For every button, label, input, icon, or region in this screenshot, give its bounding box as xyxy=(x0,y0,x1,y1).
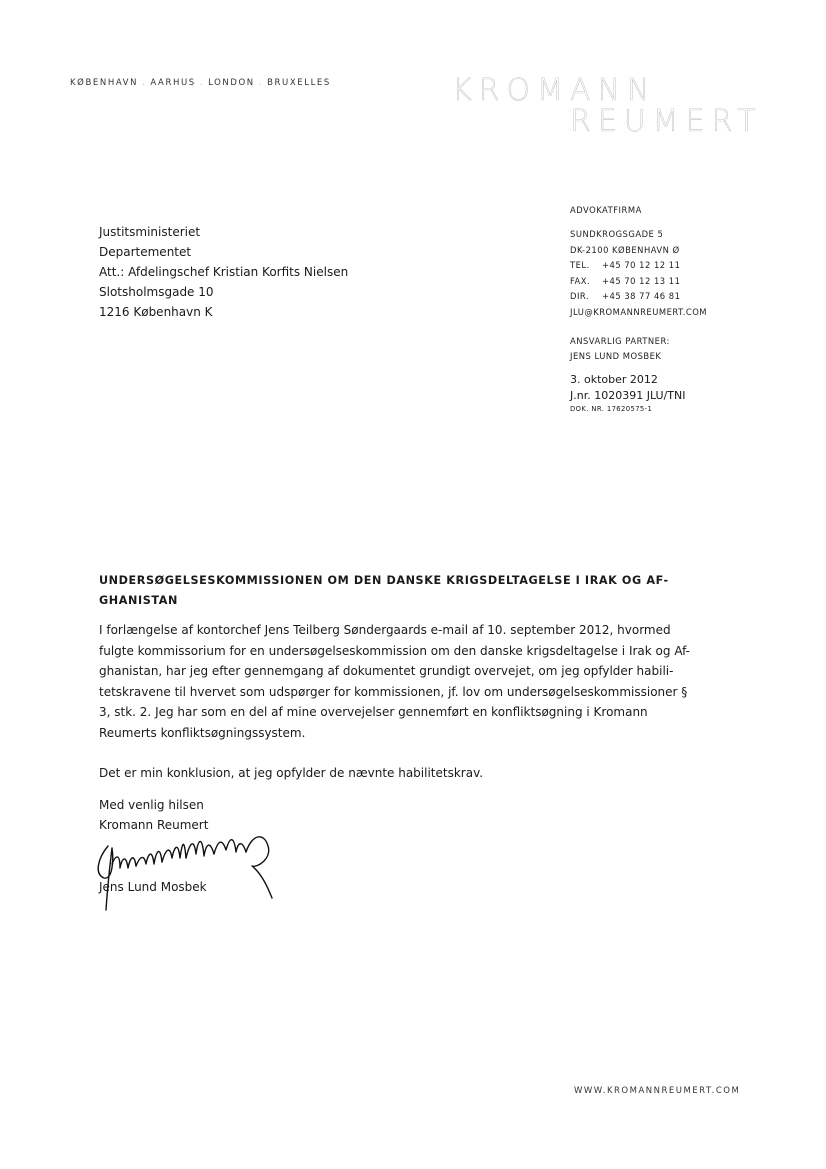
partner-label: ANSVARLIG PARTNER: xyxy=(570,336,670,346)
logo-reumert: REUMERT xyxy=(570,104,763,139)
firm-email: JLU@KROMANNREUMERT.COM xyxy=(570,306,708,317)
office-brussels: BRUXELLES xyxy=(267,78,331,88)
subject-line: GHANISTAN xyxy=(99,594,178,607)
closing-greeting: Med venlig hilsen xyxy=(99,798,204,812)
body-paragraph-2 xyxy=(99,763,483,784)
handwritten-signature xyxy=(86,818,286,918)
closing-firm: Kromann Reumert xyxy=(99,818,209,832)
body-paragraph-1 xyxy=(99,620,690,743)
recipient-line: Att.: Afdelingschef Kristian Korfits Nielsen xyxy=(99,265,349,279)
office-separator: . xyxy=(142,78,147,88)
dir-label: DIR. xyxy=(570,291,590,302)
fax-label: FAX. xyxy=(570,275,591,286)
letter-subject xyxy=(99,571,719,611)
recipient-line: Slotsholmsgade 10 xyxy=(99,285,214,299)
recipient-address xyxy=(99,222,348,322)
paragraph-line: I forlængelse af kontorchef Jens Teilberg Søndergaards e-mail af 10. september 2012, hvormed xyxy=(99,623,671,637)
footer-website: WWW.KROMANNREUMERT.COM xyxy=(574,1086,741,1096)
office-separator: . xyxy=(258,78,264,88)
firm-street: SUNDKROGSGADE 5 xyxy=(570,229,664,239)
tel-number: +45 70 12 12 11 xyxy=(602,260,681,271)
office-separator: . xyxy=(199,78,205,88)
firm-tel xyxy=(570,258,707,274)
office-copenhagen: KØBENHAVN xyxy=(70,78,139,88)
signer-name: Jens Lund Mosbek xyxy=(99,880,207,894)
office-aarhus: AARHUS xyxy=(150,78,196,88)
subject-line: UNDERSØGELSESKOMMISSIONEN OM DEN DANSKE KRIGSDELTAGELSE I IRAK OG AF- xyxy=(99,574,669,587)
paragraph-line: Det er min konklusion, at jeg opfylder de nævnte habilitetskrav. xyxy=(99,766,484,780)
paragraph-line: fulgte kommissorium for en undersøgelseskommission om den danske krigsdeltagelse i Irak og Af- xyxy=(99,643,690,658)
firm-contact-block xyxy=(570,227,707,321)
paragraph-line: 3, stk. 2. Jeg har som en del af mine overvejelser gennemført en konfliktsøgning i Kromann xyxy=(99,705,648,719)
recipient-line: Departementet xyxy=(99,245,192,259)
fax-number: +45 70 12 13 11 xyxy=(602,275,681,286)
office-locations xyxy=(70,78,331,88)
paragraph-line: Reumerts konfliktsøgningssystem. xyxy=(99,725,306,740)
recipient-line: 1216 København K xyxy=(99,305,213,319)
firm-fax xyxy=(570,274,707,290)
tel-label: TEL. xyxy=(570,260,590,271)
paragraph-line: ghanistan, har jeg efter gennemgang af dokumentet grundigt overvejet, om jeg opfylder habili- xyxy=(99,664,674,678)
partner-name: JENS LUND MOSBEK xyxy=(570,351,662,361)
responsible-partner xyxy=(570,334,670,364)
firm-dir xyxy=(570,289,707,305)
office-london: LONDON xyxy=(208,78,255,88)
recipient-line: Justitsministeriet xyxy=(99,225,201,239)
paragraph-line: tetskravene til hvervet som udspørger for kommissionen, jf. lov om undersøgelseskommissioner § xyxy=(99,684,688,699)
logo-kromann: KROMANN xyxy=(452,73,657,108)
letter-date: 3. oktober 2012 xyxy=(570,373,658,386)
firm-type-label: ADVOKATFIRMA xyxy=(570,205,642,215)
document-number: DOK. NR. 17620575-1 xyxy=(570,405,653,413)
journal-number: J.nr. 1020391 JLU/TNI xyxy=(570,389,686,402)
firm-city: DK-2100 KØBENHAVN Ø xyxy=(570,244,680,255)
letter-meta xyxy=(570,372,685,404)
dir-number: +45 38 77 46 81 xyxy=(602,291,681,302)
